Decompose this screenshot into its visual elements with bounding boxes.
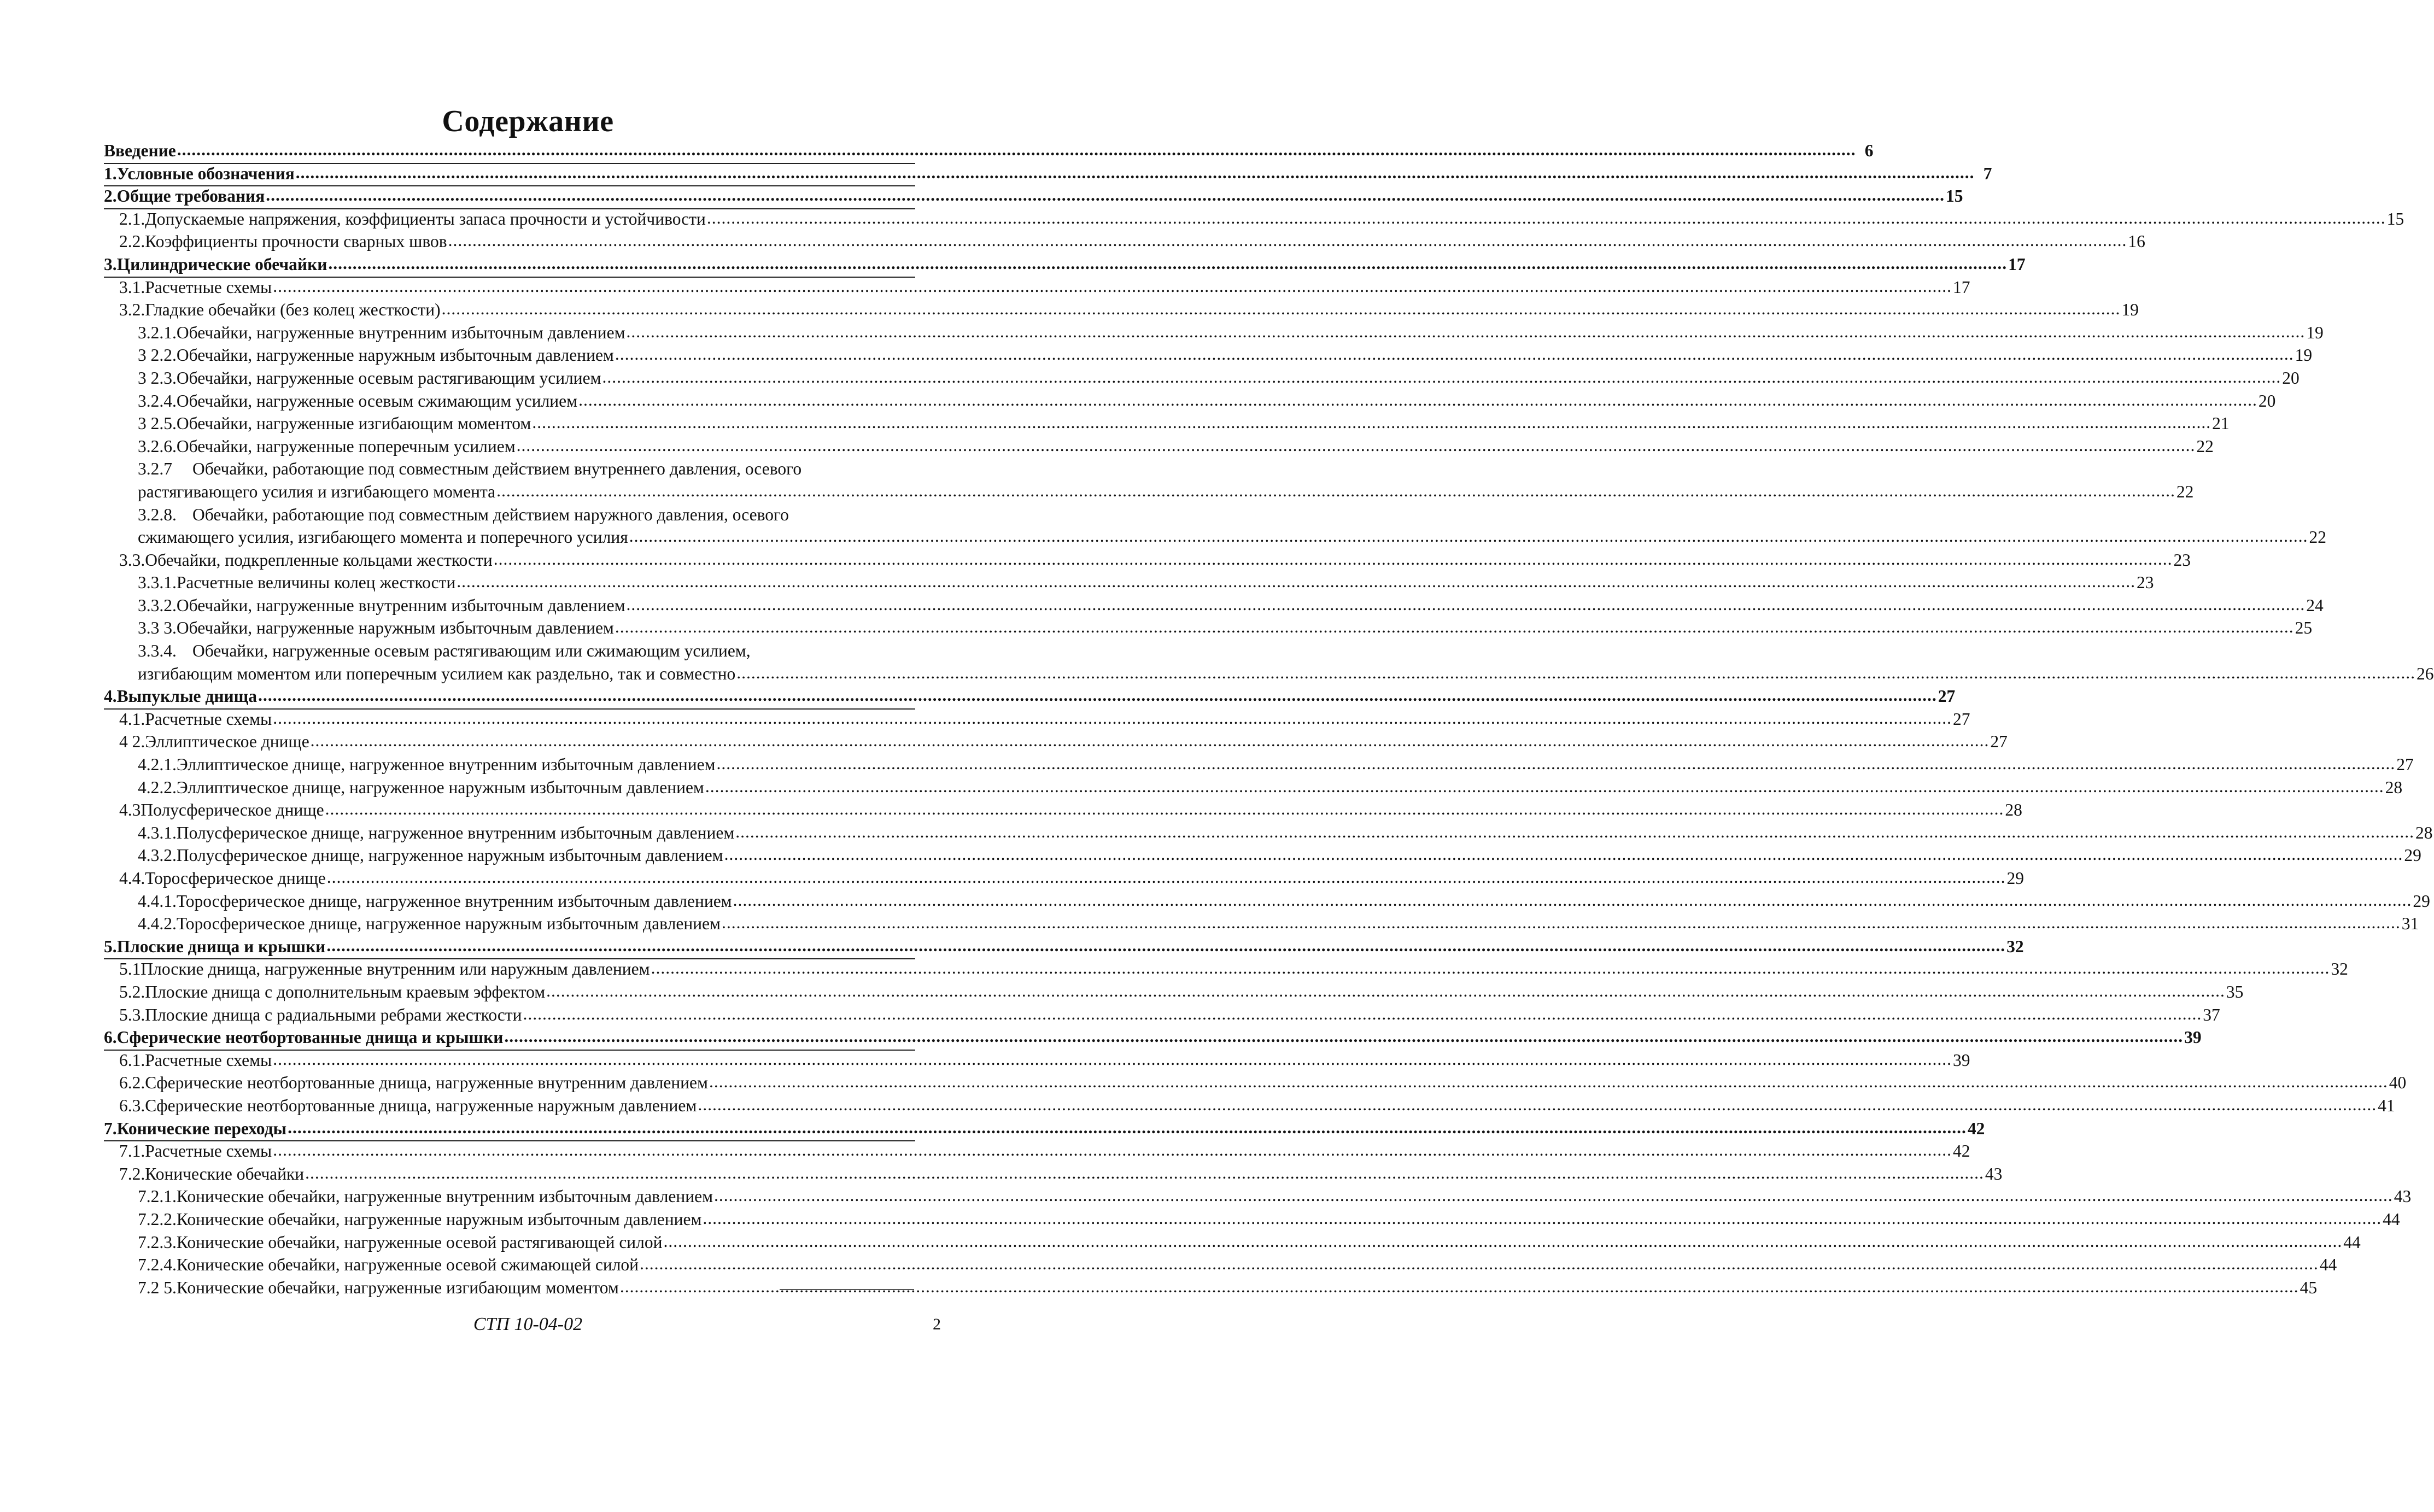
toc-entry[interactable] bbox=[104, 505, 915, 528]
toc-entry[interactable] bbox=[104, 709, 1970, 732]
toc-entry[interactable] bbox=[104, 323, 2324, 346]
toc-entry-page: 24 bbox=[2306, 595, 2324, 615]
dot-leader bbox=[328, 254, 2007, 273]
toc-entry-title: Конические обечайки, нагруженные осевой растягивающей силой bbox=[176, 1232, 663, 1252]
dot-leader bbox=[735, 822, 2414, 842]
dot-leader bbox=[615, 344, 2294, 364]
toc-entry[interactable] bbox=[104, 436, 2214, 460]
dot-leader bbox=[698, 1095, 2377, 1115]
toc-entry[interactable] bbox=[104, 687, 1956, 710]
toc-entry[interactable] bbox=[104, 732, 2008, 755]
toc-entry-number: 3.3. bbox=[119, 550, 145, 570]
toc-entry-page: 23 bbox=[2136, 573, 2154, 593]
toc-entry-title: Конические переходы bbox=[116, 1118, 287, 1138]
toc-entry-number: 4.2.2. bbox=[138, 777, 177, 797]
toc-entry-number: 4.1. bbox=[119, 709, 145, 729]
toc-entry-title: Обечайки, нагруженные внутренним избыточным давлением bbox=[176, 595, 625, 615]
toc-entry-page: 44 bbox=[2343, 1232, 2361, 1252]
toc-entry[interactable] bbox=[104, 141, 1874, 164]
toc-entry[interactable] bbox=[104, 891, 2430, 915]
toc-entry-title: Обечайки, нагруженные осевым растягивающим усилием bbox=[176, 368, 601, 388]
toc-entry-title: Эллиптическое днище, нагруженное внутренним избыточным давлением bbox=[176, 755, 716, 775]
dot-leader bbox=[448, 231, 2127, 250]
toc-entry-title: Допускаемые напряжения, коэффициенты запаса прочности и устойчивости bbox=[145, 209, 706, 228]
toc-entry-page: 29 bbox=[2404, 846, 2421, 865]
toc-entry-number: 5. bbox=[104, 936, 117, 956]
toc-entry[interactable] bbox=[104, 186, 1963, 209]
dot-leader bbox=[627, 595, 2306, 614]
dot-leader bbox=[177, 140, 1856, 160]
toc-entry-page: 44 bbox=[2319, 1255, 2337, 1275]
dot-leader bbox=[722, 913, 2401, 933]
toc-entry-page: 42 bbox=[1952, 1141, 1970, 1161]
toc-entry-number: 4. bbox=[104, 687, 117, 706]
toc-entry-number: 3.2. bbox=[119, 300, 145, 320]
toc-entry-page: 35 bbox=[2226, 982, 2244, 1001]
dot-leader bbox=[305, 1163, 1984, 1183]
toc-entry-title: Обечайки, нагруженные поперечным усилием bbox=[176, 436, 516, 456]
toc-entry-number: 4.4. bbox=[119, 869, 145, 888]
toc-entry[interactable] bbox=[104, 391, 2276, 414]
toc-entry[interactable] bbox=[104, 163, 1992, 187]
toc-entry-number: 4.3.2. bbox=[138, 846, 177, 865]
dot-leader bbox=[709, 1072, 2388, 1092]
toc-entry-title: Обечайки, нагруженные осевым сжимающим усилием bbox=[176, 391, 578, 411]
toc-entry-number: 7.2.1. bbox=[138, 1187, 177, 1206]
toc-entry-page: 28 bbox=[2415, 823, 2433, 842]
dot-leader bbox=[496, 481, 2175, 501]
toc-entry-title: Торосферическое днище, нагруженное наружным избыточным давлением bbox=[176, 914, 721, 934]
toc-entry-page: 28 bbox=[2005, 800, 2022, 820]
toc-entry-title: Конические обечайки, нагруженные внутренним избыточным давлением bbox=[176, 1187, 713, 1206]
dot-leader bbox=[326, 936, 2005, 956]
toc-entry-number: 7.1. bbox=[119, 1141, 145, 1161]
dot-leader bbox=[714, 1186, 2393, 1205]
toc-entry-page: 43 bbox=[1985, 1164, 2003, 1183]
toc-entry[interactable] bbox=[104, 300, 2139, 323]
toc-entry[interactable] bbox=[104, 641, 915, 664]
toc-entry[interactable] bbox=[104, 755, 2414, 778]
toc-entry-page: 22 bbox=[2176, 482, 2194, 501]
toc-entry-page: 44 bbox=[2383, 1209, 2400, 1229]
toc-entry[interactable] bbox=[104, 823, 2433, 846]
toc-entry-number: 2.1. bbox=[119, 209, 145, 228]
toc-entry-number: 3 2.2. bbox=[138, 345, 177, 365]
toc-entry-page: 25 bbox=[2295, 618, 2313, 638]
toc-entry-title: Сферические неотбортованные днища, нагруженные внутренним давлением bbox=[145, 1073, 708, 1093]
toc-entry[interactable] bbox=[104, 1050, 1970, 1074]
toc-entry-title: Расчетные схемы bbox=[145, 709, 272, 729]
toc-entry-number: 5.3. bbox=[119, 1005, 145, 1024]
toc-entry-number: 1. bbox=[104, 163, 117, 183]
toc-entry-title: Полусферическое днище, нагруженное наружным избыточным давлением bbox=[176, 846, 723, 865]
toc-entry-number: 7.2.2. bbox=[138, 1209, 177, 1229]
toc-entry-page: 43 bbox=[2394, 1187, 2412, 1206]
toc-entry-page: 20 bbox=[2282, 368, 2300, 388]
toc-entry-title: Торосферическое днище bbox=[145, 869, 326, 888]
toc-entry[interactable] bbox=[104, 1187, 2412, 1210]
dot-leader bbox=[273, 277, 1952, 296]
toc-entry-number: 5.1 bbox=[119, 959, 141, 979]
page-number: 2 bbox=[933, 1315, 941, 1333]
toc-entry-title: растягивающего усилия и изгибающего момента bbox=[138, 482, 496, 501]
toc-entry[interactable] bbox=[104, 846, 2421, 869]
toc-entry-title: сжимающего усилия, изгибающего момента и поперечного усилия bbox=[138, 528, 628, 547]
toc-entry-title: Выпуклые днища bbox=[116, 687, 257, 706]
pencil-underline-mark bbox=[780, 1289, 914, 1290]
toc-entry-title: изгибающим моментом или поперечным усилием как раздельно, так и совместно bbox=[138, 664, 736, 683]
toc-entry-page: 15 bbox=[1946, 186, 1963, 206]
dot-leader bbox=[664, 1232, 2343, 1251]
dot-leader bbox=[288, 1118, 1967, 1138]
toc-entry[interactable] bbox=[104, 777, 2403, 801]
toc-entry-number: 3 2.3. bbox=[138, 368, 177, 388]
dot-leader bbox=[266, 185, 1945, 205]
toc-entry-page: 29 bbox=[2413, 891, 2430, 911]
toc-entry-title: Плоские днища, нагруженные внутренним или наружным давлением bbox=[141, 959, 650, 979]
dot-leader bbox=[273, 1050, 1952, 1069]
dot-leader bbox=[311, 731, 1990, 751]
toc-entry-title: Полусферическое днище, нагруженное внутренним избыточным давлением bbox=[176, 823, 735, 842]
toc-entry[interactable] bbox=[104, 550, 2191, 573]
toc-entry-title: Обечайки, нагруженные внутренним избыточным давлением bbox=[176, 323, 625, 342]
toc-entry-title: Обечайки, нагруженные изгибающим моментом bbox=[176, 414, 531, 433]
dot-leader bbox=[494, 549, 2173, 569]
toc-entry[interactable] bbox=[104, 209, 2404, 232]
toc-entry-number: 7. bbox=[104, 1118, 117, 1138]
dot-leader bbox=[733, 890, 2412, 910]
dot-leader bbox=[532, 413, 2211, 432]
toc-entry-number: 3.3.4. bbox=[138, 641, 177, 661]
toc-entry-title: Гладкие обечайки (без колец жесткости) bbox=[145, 300, 441, 320]
toc-entry[interactable] bbox=[104, 800, 2022, 823]
dot-leader bbox=[627, 322, 2306, 342]
toc-entry-page: 29 bbox=[2006, 869, 2025, 888]
dot-leader bbox=[707, 208, 2386, 228]
toc-entry-title: Обечайки, подкрепленные кольцами жесткости bbox=[145, 550, 493, 570]
toc-entry-number: 3.2.6. bbox=[138, 436, 177, 456]
toc-entry-number: 7.2.4. bbox=[138, 1255, 177, 1275]
table-of-contents bbox=[104, 141, 2434, 1300]
toc-entry-title: Эллиптическое днище, нагруженное наружным избыточным давлением bbox=[176, 777, 704, 797]
toc-entry-title: Конические обечайки bbox=[145, 1164, 305, 1183]
dot-leader bbox=[615, 617, 2294, 637]
dot-leader bbox=[703, 1209, 2382, 1228]
toc-entry-page: 15 bbox=[2386, 209, 2404, 228]
toc-entry[interactable] bbox=[104, 254, 2026, 278]
toc-entry[interactable] bbox=[104, 1255, 2337, 1278]
toc-entry-page: 37 bbox=[2203, 1005, 2220, 1024]
dot-leader bbox=[736, 663, 2415, 683]
toc-entry[interactable] bbox=[104, 1073, 2407, 1096]
toc-entry-title: Эллиптическое днище bbox=[145, 732, 309, 752]
toc-entry-number: 4.4.2. bbox=[138, 914, 177, 934]
toc-entry-page: 22 bbox=[2309, 528, 2326, 547]
toc-entry-page: 28 bbox=[2385, 777, 2403, 797]
dot-leader bbox=[296, 163, 1975, 183]
toc-entry-page: 6 bbox=[1864, 141, 1874, 160]
dot-leader bbox=[517, 436, 2196, 455]
dot-leader bbox=[504, 1027, 2183, 1046]
toc-entry-number: 3.2.8. bbox=[138, 505, 177, 524]
toc-entry-title: Обечайки, нагруженные наружным избыточным давлением bbox=[176, 618, 614, 638]
toc-entry-number: 4.3 bbox=[119, 800, 141, 820]
dot-leader bbox=[602, 367, 2281, 387]
toc-entry-number: 3 2.5. bbox=[138, 414, 177, 433]
toc-entry-number: 2. bbox=[104, 186, 117, 206]
dot-leader bbox=[717, 754, 2396, 773]
toc-entry-page: 26 bbox=[2417, 664, 2434, 683]
toc-entry[interactable] bbox=[104, 277, 1970, 301]
toc-entry-page: 20 bbox=[2258, 391, 2276, 411]
toc-entry-title: Введение bbox=[104, 141, 176, 160]
toc-entry-page: 27 bbox=[2396, 755, 2414, 775]
toc-entry-title: Конические обечайки, нагруженные изгибающим моментом bbox=[176, 1277, 619, 1297]
document-code: СТП 10-04-02 bbox=[473, 1314, 583, 1334]
toc-entry-page: 45 bbox=[2300, 1277, 2318, 1297]
toc-entry-title: Конические обечайки, нагруженные наружным избыточным давлением bbox=[176, 1209, 702, 1229]
dot-leader bbox=[273, 1140, 1952, 1160]
toc-entry-page: 41 bbox=[2378, 1095, 2395, 1115]
toc-entry-number: 3.3 3. bbox=[138, 618, 177, 638]
toc-entry-title: Сферические неотбортованные днища и крышки bbox=[116, 1028, 504, 1047]
toc-entry-page: 16 bbox=[2128, 232, 2145, 251]
toc-entry-number: 6.1. bbox=[119, 1050, 145, 1070]
toc-entry-title: Условные обозначения bbox=[116, 163, 295, 183]
toc-entry-title: Расчетные схемы bbox=[145, 1050, 272, 1070]
dot-leader bbox=[258, 685, 1937, 705]
toc-entry-title: Обечайки, нагруженные осевым растягивающим или сжимающим усилием, bbox=[192, 641, 751, 661]
dot-leader bbox=[629, 526, 2308, 546]
toc-entry-page: 19 bbox=[2295, 345, 2313, 365]
toc-entry[interactable] bbox=[104, 1209, 2400, 1233]
toc-entry[interactable] bbox=[104, 664, 2434, 687]
toc-entry-page: 27 bbox=[1938, 687, 1956, 706]
toc-entry-page: 23 bbox=[2173, 550, 2191, 570]
toc-entry-title: Расчетные схемы bbox=[145, 1141, 272, 1161]
toc-entry-page: 19 bbox=[2306, 323, 2324, 342]
toc-entry-page: 21 bbox=[2212, 414, 2230, 433]
toc-entry-number: 7.2. bbox=[119, 1164, 145, 1183]
toc-entry-page: 42 bbox=[1967, 1118, 1985, 1138]
dot-leader bbox=[327, 868, 2006, 887]
toc-entry[interactable] bbox=[104, 345, 2313, 368]
toc-entry-title: Полусферическое днище bbox=[141, 800, 324, 820]
toc-entry[interactable] bbox=[104, 573, 2154, 596]
toc-entry-title: Расчетные схемы bbox=[145, 277, 272, 297]
toc-entry-title: Плоские днища с радиальными ребрами жесткости bbox=[145, 1005, 522, 1024]
toc-entry[interactable] bbox=[104, 1095, 2395, 1119]
toc-entry[interactable] bbox=[104, 936, 2024, 960]
toc-entry-number: 7.2 5. bbox=[138, 1277, 177, 1297]
toc-entry-page: 32 bbox=[2331, 959, 2348, 979]
toc-entry-title: Расчетные величины колец жесткости bbox=[176, 573, 456, 593]
toc-entry-title: Цилиндрические обечайки bbox=[116, 254, 327, 274]
toc-entry-title: Коэффициенты прочности сварных швов bbox=[145, 232, 447, 251]
toc-entry[interactable] bbox=[104, 1028, 2202, 1051]
toc-entry-number: 3.2.4. bbox=[138, 391, 177, 411]
toc-entry-page: 27 bbox=[1990, 732, 2008, 752]
toc-entry-number: 3.2.7 bbox=[138, 459, 172, 479]
toc-entry-number: 3.2.1. bbox=[138, 323, 177, 342]
page-title: Содержание bbox=[442, 104, 614, 138]
dot-leader bbox=[705, 777, 2384, 796]
toc-entry-page: 17 bbox=[2008, 254, 2026, 274]
toc-entry-page: 31 bbox=[2401, 914, 2419, 934]
toc-entry-number: 4.4.1. bbox=[138, 891, 177, 911]
toc-entry[interactable] bbox=[104, 459, 915, 482]
dot-leader bbox=[546, 981, 2225, 1001]
toc-entry[interactable] bbox=[104, 959, 2348, 982]
dot-leader bbox=[620, 1277, 2299, 1297]
toc-entry-page: 39 bbox=[2184, 1028, 2202, 1047]
dot-leader bbox=[724, 845, 2403, 864]
toc-entry-number: 3.3.1. bbox=[138, 573, 177, 593]
dot-leader bbox=[457, 572, 2135, 591]
toc-entry-number: 3.3.2. bbox=[138, 595, 177, 615]
toc-entry-page: 7 bbox=[1983, 163, 1992, 183]
dot-leader bbox=[325, 799, 2004, 819]
toc-entry-title: Общие требования bbox=[116, 186, 265, 206]
toc-entry[interactable] bbox=[104, 869, 2025, 892]
toc-entry[interactable] bbox=[104, 414, 2230, 437]
toc-entry[interactable] bbox=[104, 982, 2244, 1005]
toc-entry-number: 2.2. bbox=[119, 232, 145, 251]
toc-entry-number: 4.3.1. bbox=[138, 823, 177, 842]
toc-entry[interactable] bbox=[104, 1141, 1970, 1164]
toc-entry-page: 22 bbox=[2196, 436, 2214, 456]
toc-entry-number: 4.2.1. bbox=[138, 755, 177, 775]
toc-entry-number: 4 2. bbox=[119, 732, 145, 752]
toc-entry-page: 19 bbox=[2121, 300, 2139, 320]
dot-leader bbox=[273, 708, 1952, 728]
toc-entry-title: Плоские днища и крышки bbox=[116, 936, 326, 956]
toc-entry-page: 40 bbox=[2389, 1073, 2407, 1093]
toc-entry[interactable] bbox=[104, 618, 2313, 641]
toc-entry-title: Конические обечайки, нагруженные осевой сжимающей силой bbox=[176, 1255, 639, 1275]
toc-entry-title: Торосферическое днище, нагруженное внутренним избыточным давлением bbox=[176, 891, 732, 911]
toc-entry-page: 32 bbox=[2006, 936, 2024, 956]
toc-entry[interactable] bbox=[104, 914, 2419, 937]
dot-leader bbox=[640, 1254, 2319, 1274]
toc-entry[interactable] bbox=[104, 1005, 2220, 1028]
toc-entry[interactable] bbox=[104, 528, 2326, 550]
toc-entry[interactable] bbox=[104, 1232, 2361, 1256]
toc-entry-page: 27 bbox=[1952, 709, 1970, 729]
dot-leader bbox=[523, 1004, 2202, 1024]
toc-entry[interactable] bbox=[104, 1164, 2003, 1187]
toc-entry-title: Обечайки, работающие под совместным действием внутреннего давления, осевого bbox=[192, 459, 802, 479]
dot-leader bbox=[442, 299, 2121, 319]
toc-entry-number: 6.2. bbox=[119, 1073, 145, 1093]
toc-entry-title: Обечайки, нагруженные наружным избыточным давлением bbox=[176, 345, 614, 365]
toc-entry-number: 3.1. bbox=[119, 277, 145, 297]
toc-entry-number: 6. bbox=[104, 1028, 117, 1047]
toc-entry-number: 3. bbox=[104, 254, 117, 274]
toc-entry-title: Обечайки, работающие под совместным действием наружного давления, осевого bbox=[192, 505, 789, 524]
toc-entry-page: 17 bbox=[1952, 277, 1970, 297]
toc-entry-page: 39 bbox=[1952, 1050, 1970, 1070]
toc-entry-title: Сферические неотбортованные днища, нагруженные наружным давлением bbox=[145, 1095, 697, 1115]
toc-entry[interactable] bbox=[104, 595, 2324, 619]
toc-entry-number: 7.2.3. bbox=[138, 1232, 177, 1252]
toc-entry[interactable] bbox=[104, 368, 2300, 391]
toc-entry-number: 5.2. bbox=[119, 982, 145, 1001]
toc-entry[interactable] bbox=[104, 1118, 1985, 1142]
toc-entry[interactable] bbox=[104, 482, 2194, 505]
dot-leader bbox=[651, 958, 2330, 978]
dot-leader bbox=[578, 390, 2257, 410]
toc-entry-number: 6.3. bbox=[119, 1095, 145, 1115]
toc-entry[interactable] bbox=[104, 232, 2145, 255]
toc-entry-title: Плоские днища с дополнительным краевым эффектом bbox=[145, 982, 546, 1001]
